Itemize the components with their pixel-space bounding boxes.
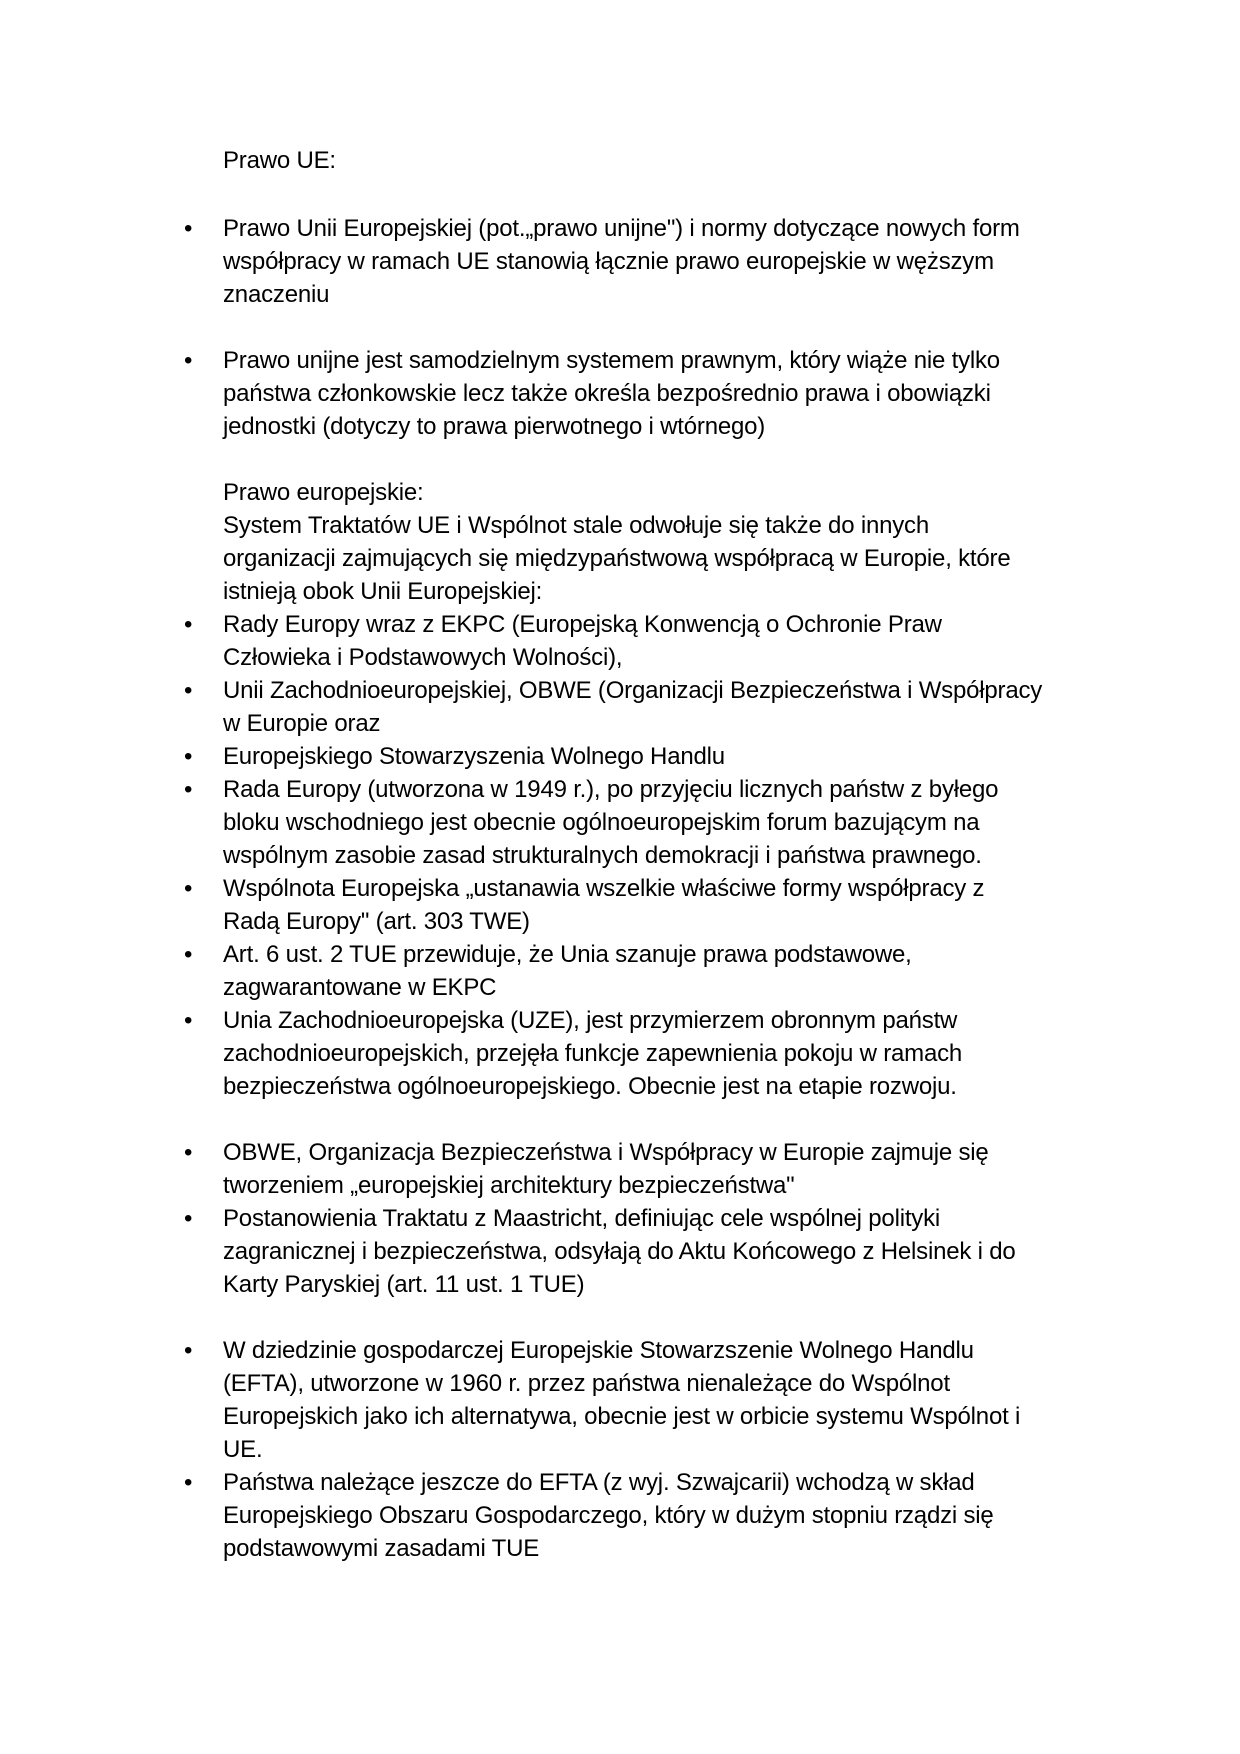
text-line: W dziedzinie gospodarczej Europejskie Stowarzszenie Wolnego Handlu [223, 1337, 974, 1364]
list-item [223, 872, 1103, 938]
text-line: (EFTA), utworzone w 1960 r. przez państwa nienależące do Wspólnot [223, 1370, 950, 1397]
list-item [223, 1202, 1103, 1301]
text-line: Unii Zachodnioeuropejskiej, OBWE (Organizacji Bezpieczeństwa i Współpracy [223, 677, 1043, 704]
text-line: znaczeniu [223, 281, 330, 308]
text-line: współpracy w ramach UE stanowią łącznie prawo europejskie w węższym [223, 248, 994, 275]
bullet-icon: • [184, 941, 193, 968]
text-line: wspólnym zasobie zasad strukturalnych demokracji i państwa prawnego. [223, 842, 982, 869]
list-item [223, 773, 1103, 872]
paragraph-union-law [223, 344, 1103, 443]
text-line: Prawo unijne jest samodzielnym systemem prawnym, który wiąże nie tylko [223, 347, 1000, 374]
list-item [223, 938, 1103, 1004]
bullet-icon: • [184, 347, 193, 374]
text-line: tworzeniem „europejskiej architektury bezpieczeństwa" [223, 1172, 795, 1199]
text-line: zachodnioeuropejskich, przejęła funkcje zapewnienia pokoju w ramach [223, 1040, 963, 1067]
bullet-icon: • [184, 1007, 193, 1034]
bullet-icon: • [184, 1205, 193, 1232]
text-line: podstawowymi zasadami TUE [223, 1535, 540, 1562]
text-line: OBWE, Organizacja Bezpieczeństwa i Współpracy w Europie zajmuje się [223, 1139, 989, 1166]
text-line: jednostki (dotyczy to prawa pierwotnego i wtórnego) [223, 413, 766, 440]
list-item [223, 674, 1103, 740]
text-line: Karty Paryskiej (art. 11 ust. 1 TUE) [223, 1271, 585, 1298]
text-line: bezpieczeństwa ogólnoeuropejskiego. Obecnie jest na etapie rozwoju. [223, 1073, 957, 1100]
text-line: Prawo europejskie: [223, 479, 424, 506]
paragraph-european-law-intro [223, 476, 1103, 608]
text-line: Europejskich jako ich alternatywa, obecnie jest w orbicie systemu Wspólnot i [223, 1403, 1021, 1430]
text-line: Art. 6 ust. 2 TUE przewiduje, że Unia szanuje prawa podstawowe, [223, 941, 912, 968]
text-line: państwa członkowskie lecz także określa bezpośrednio prawa i obowiązki [223, 380, 991, 407]
text-line: organizacji zajmujących się międzypaństwową współpracą w Europie, które [223, 545, 1011, 572]
list-item [223, 740, 1103, 773]
bullet-icon: • [184, 1139, 193, 1166]
bullet-icon: • [184, 875, 193, 902]
text-line: Rady Europy wraz z EKPC (Europejską Konwencją o Ochronie Praw [223, 611, 942, 638]
list-item [223, 1136, 1103, 1202]
list-item [223, 1004, 1103, 1103]
bullet-icon: • [184, 611, 193, 638]
text-line: Europejskiego Stowarzyszenia Wolnego Handlu [223, 743, 725, 770]
text-line: Człowieka i Podstawowych Wolności), [223, 644, 623, 671]
text-line: Europejskiego Obszaru Gospodarczego, który w dużym stopniu rządzi się [223, 1502, 994, 1529]
text-line: Postanowienia Traktatu z Maastricht, definiując cele wspólnej polityki [223, 1205, 941, 1232]
page-heading: Prawo UE: [223, 147, 336, 174]
text-line: zagranicznej i bezpieczeństwa, odsyłają do Aktu Końcowego z Helsinek i do [223, 1238, 1016, 1265]
text-line: Wspólnota Europejska „ustanawia wszelkie właściwe formy współpracy z [223, 875, 985, 902]
text-line: bloku wschodniego jest obecnie ogólnoeuropejskim forum bazującym na [223, 809, 980, 836]
list-item [223, 608, 1103, 674]
bullet-icon: • [184, 1469, 193, 1496]
text-line: System Traktatów UE i Wspólnot stale odwołuje się także do innych [223, 512, 929, 539]
bullet-icon: • [184, 776, 193, 803]
list-item [223, 1334, 1103, 1466]
text-line: zagwarantowane w EKPC [223, 974, 497, 1001]
text-line: istnieją obok Unii Europejskiej: [223, 578, 543, 605]
bullet-icon: • [184, 1337, 193, 1364]
text-line: w Europie oraz [223, 710, 381, 737]
bullet-icon: • [184, 677, 193, 704]
text-line: Prawo Unii Europejskiej (pot.„prawo unijne") i normy dotyczące nowych form [223, 215, 1020, 242]
text-line: Radą Europy" (art. 303 TWE) [223, 908, 530, 935]
text-line: Rada Europy (utworzona w 1949 r.), po przyjęciu licznych państw z byłego [223, 776, 999, 803]
list-item [223, 1466, 1103, 1565]
paragraph-eu-law [223, 212, 1103, 311]
bullet-icon: • [184, 215, 193, 242]
text-line: Państwa należące jeszcze do EFTA (z wyj. Szwajcarii) wchodzą w skład [223, 1469, 975, 1496]
bullet-icon: • [184, 743, 193, 770]
text-line: UE. [223, 1436, 263, 1463]
text-line: Unia Zachodnioeuropejska (UZE), jest przymierzem obronnym państw [223, 1007, 958, 1034]
